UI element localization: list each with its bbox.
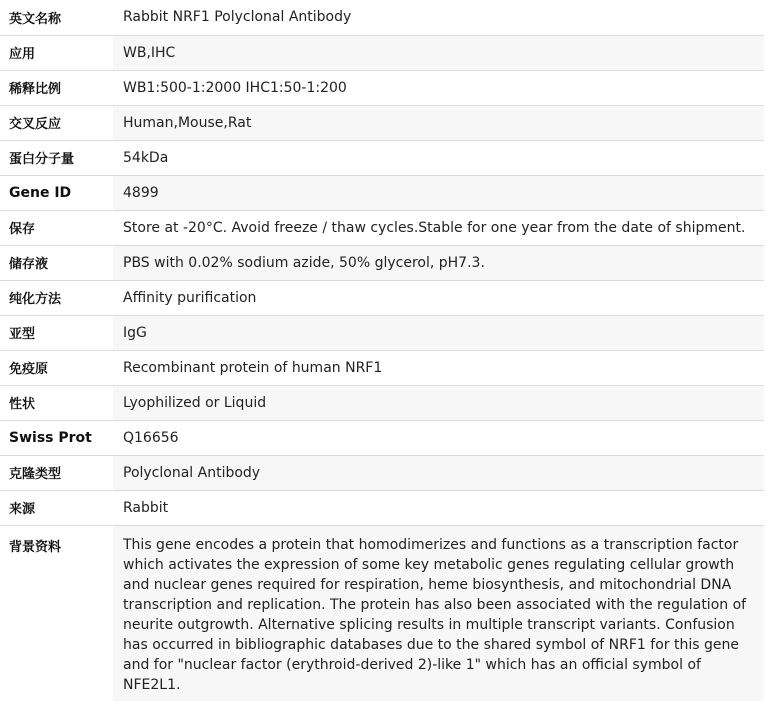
- spec-row-swiss-prot: [0, 420, 764, 455]
- spec-row-immunogen: [0, 350, 764, 385]
- spec-value: Affinity purification: [113, 280, 764, 315]
- spec-key: Gene ID: [0, 175, 113, 210]
- spec-row-form: [0, 385, 764, 420]
- spec-key: 来源: [0, 490, 113, 525]
- spec-value: Q16656: [113, 420, 764, 455]
- spec-value: PBS with 0.02% sodium azide, 50% glycerol, pH7.3.: [113, 245, 764, 280]
- spec-row-isotype: [0, 315, 764, 350]
- spec-row-reactivity: [0, 105, 764, 140]
- spec-row-english-name: [0, 0, 764, 35]
- spec-row-application: [0, 35, 764, 70]
- spec-value: Lyophilized or Liquid: [113, 385, 764, 420]
- spec-key: 交叉反应: [0, 105, 113, 140]
- spec-key: 保存: [0, 210, 113, 245]
- spec-key: 稀释比例: [0, 70, 113, 105]
- spec-row-clonality: [0, 455, 764, 490]
- spec-value: IgG: [113, 315, 764, 350]
- spec-key: 性状: [0, 385, 113, 420]
- spec-key: 应用: [0, 35, 113, 70]
- spec-key: 储存液: [0, 245, 113, 280]
- spec-key: 英文名称: [0, 0, 113, 35]
- spec-value: Rabbit: [113, 490, 764, 525]
- spec-key: 纯化方法: [0, 280, 113, 315]
- spec-row-gene-id: [0, 175, 764, 210]
- spec-value: This gene encodes a protein that homodimerizes and functions as a transcription factor which activates the expression of some key metabolic genes regulating cellular growth and nuclear genes required for respiration, heme biosynthesis, and mitochondrial DNA transcription and replication. The protein has also been associated with the regulation of neurite outgrowth. Alternative splicing results in multiple transcript variants. Confusion has occurred in bibliographic databases due to the shared symbol of NRF1 for this gene and for "nuclear factor (erythroid-derived 2)-like 1" which has an official symbol of NFE2L1.: [113, 525, 764, 701]
- spec-row-storage-buffer: [0, 245, 764, 280]
- spec-key: Swiss Prot: [0, 420, 113, 455]
- spec-key: 背景资料: [9, 539, 62, 555]
- spec-key: 亚型: [0, 315, 113, 350]
- spec-value: 4899: [113, 175, 764, 210]
- spec-value: Store at -20°C. Avoid freeze / thaw cycles.Stable for one year from the date of shipment.: [113, 210, 764, 245]
- spec-row-host: [0, 490, 764, 525]
- spec-key: 免疫原: [0, 350, 113, 385]
- spec-row-background: [0, 525, 764, 701]
- spec-value: Polyclonal Antibody: [113, 455, 764, 490]
- spec-row-storage: [0, 210, 764, 245]
- spec-value: WB,IHC: [113, 35, 764, 70]
- spec-row-purification: [0, 280, 764, 315]
- spec-value: 54kDa: [113, 140, 764, 175]
- spec-value: Recombinant protein of human NRF1: [113, 350, 764, 385]
- spec-key: 克隆类型: [0, 455, 113, 490]
- spec-row-dilution: [0, 70, 764, 105]
- spec-row-molecular-weight: [0, 140, 764, 175]
- spec-key: 蛋白分子量: [0, 140, 113, 175]
- spec-value: Human,Mouse,Rat: [113, 105, 764, 140]
- spec-value: WB1:500-1:2000 IHC1:50-1:200: [113, 70, 764, 105]
- spec-value: Rabbit NRF1 Polyclonal Antibody: [113, 0, 764, 35]
